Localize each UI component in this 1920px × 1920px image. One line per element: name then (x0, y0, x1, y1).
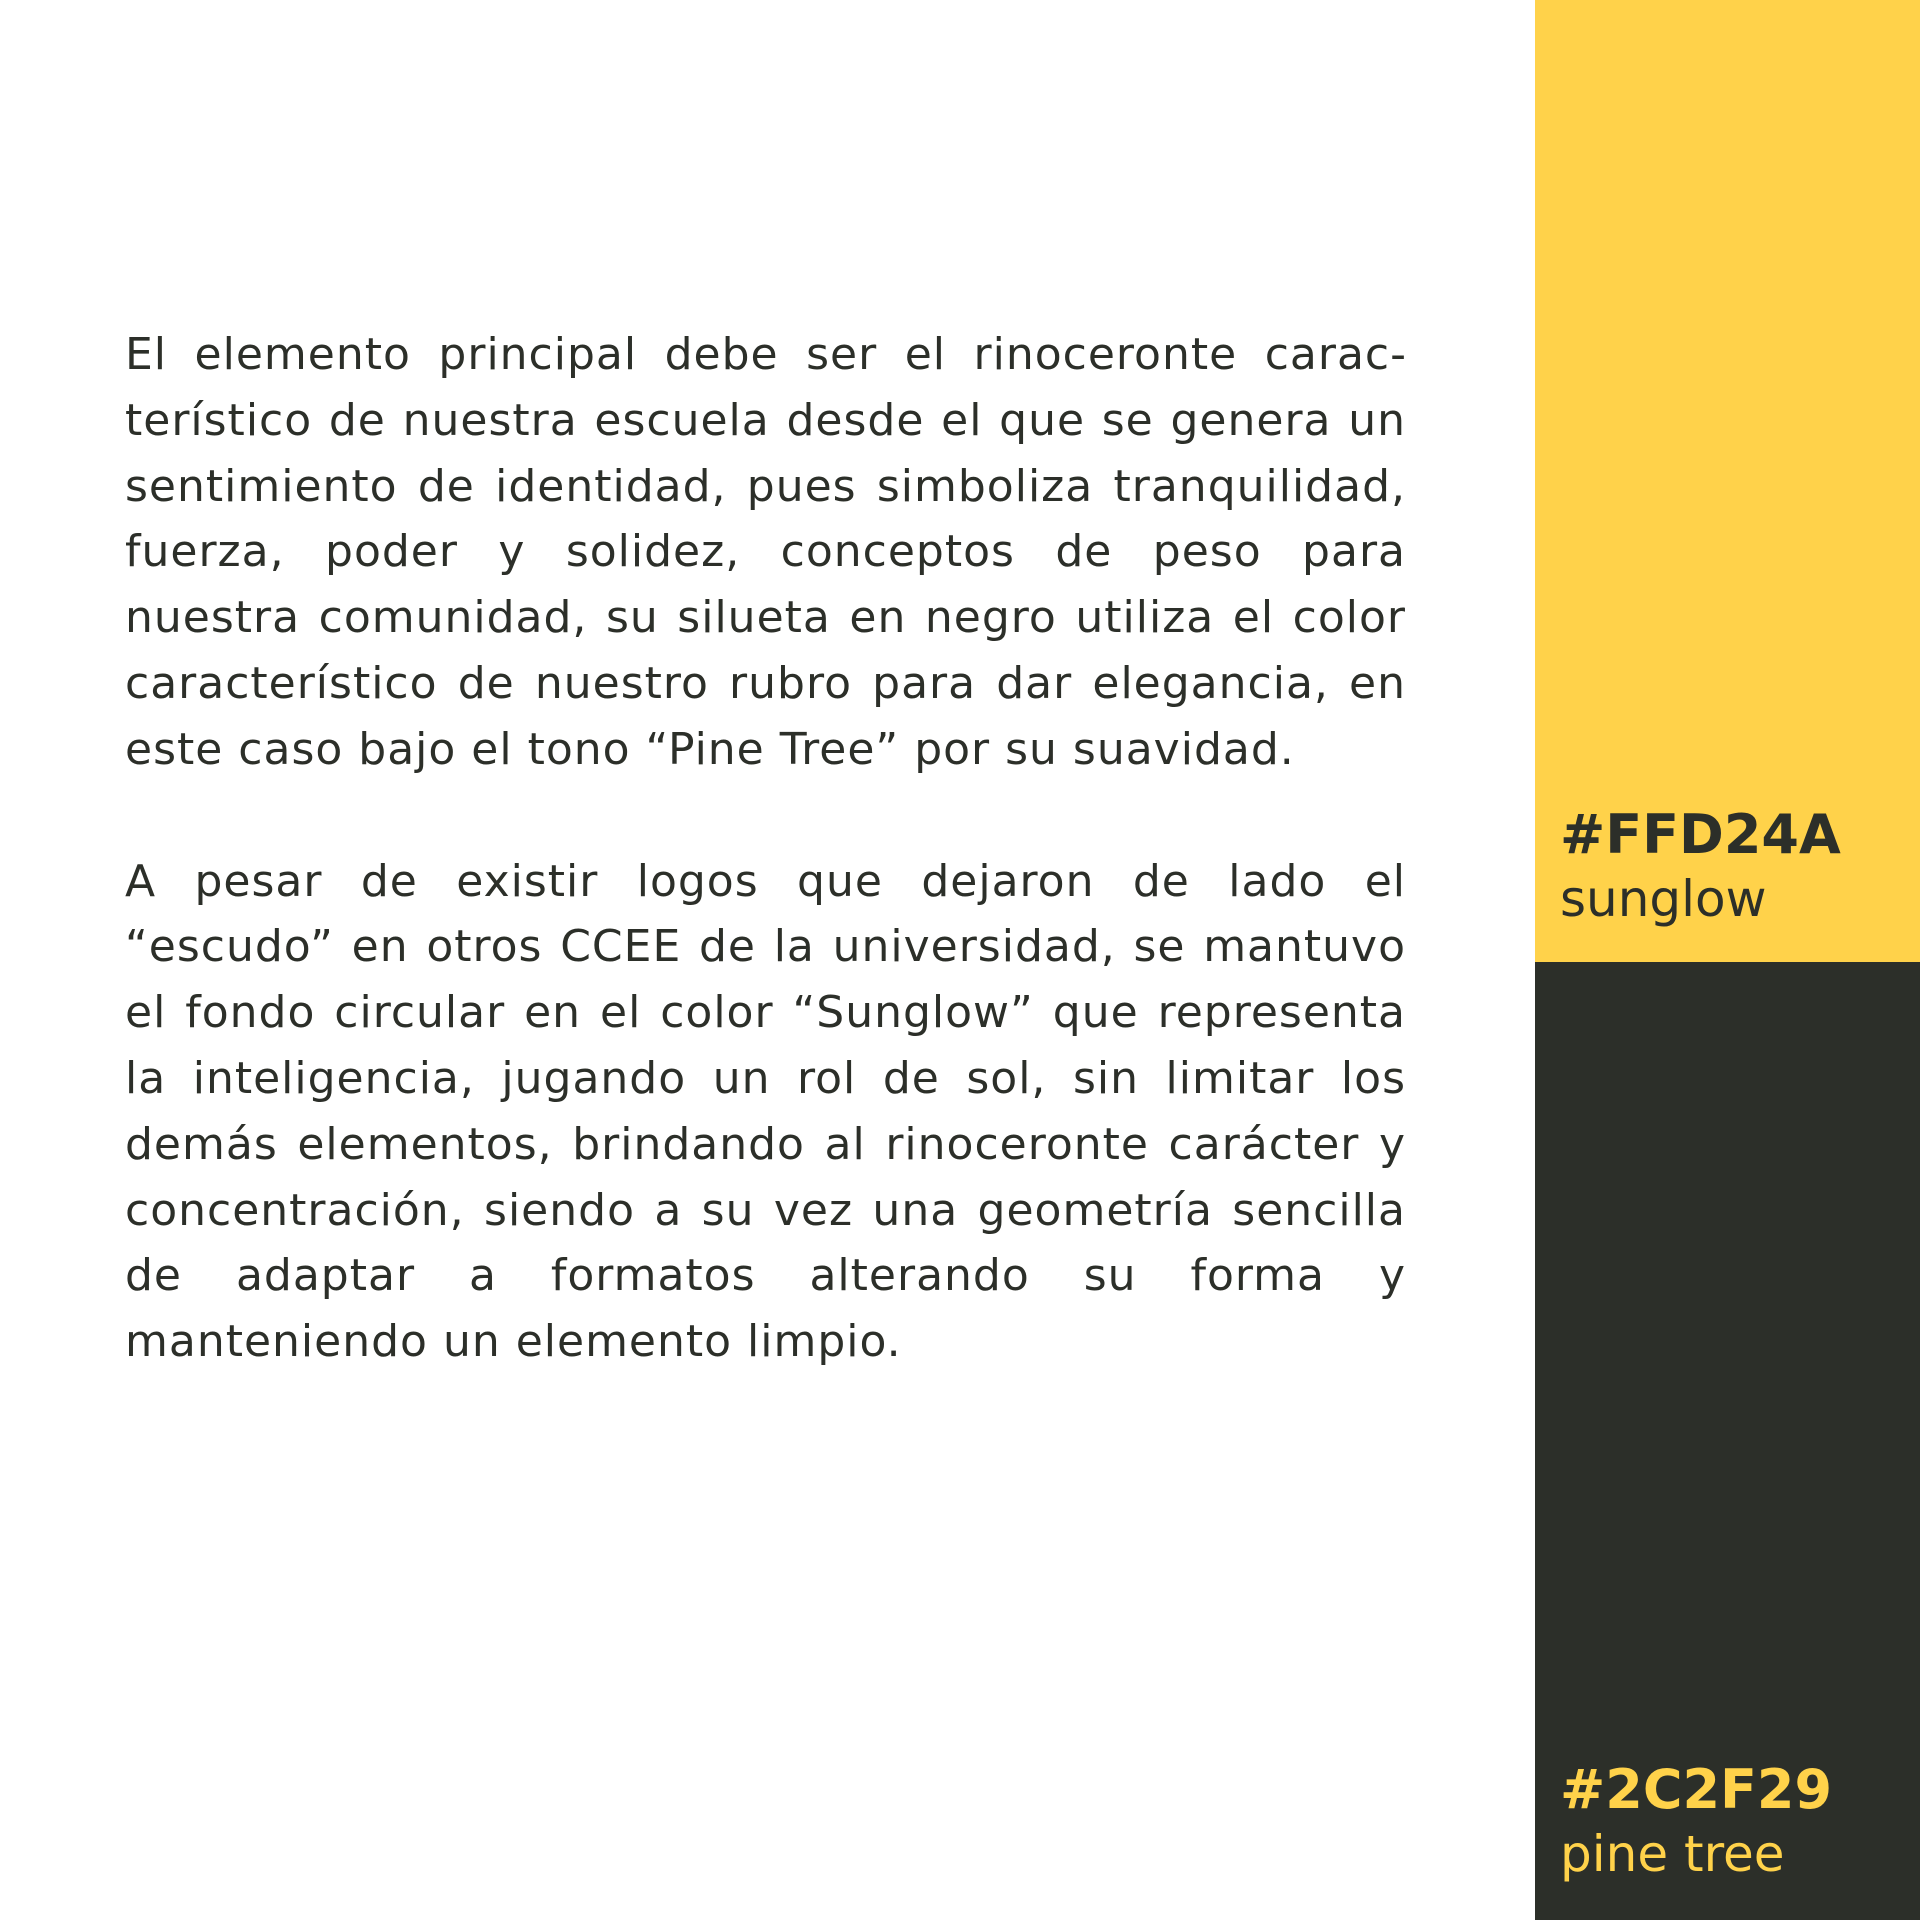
swatch-label-pine-tree (1560, 1758, 1832, 1886)
swatch-hex-code: #2C2F29 (1560, 1758, 1833, 1821)
swatch-hex-code: #FFD24A (1560, 803, 1841, 866)
swatch-label-sunglow (1560, 803, 1841, 931)
color-swatch-sunglow (1535, 0, 1920, 962)
paragraph-circle-background: A pesar de existir logos que dejaron de lado el “escudo” en otros CCEE de la universidad, se mantuvo el fondo circular en el color “Sunglow” que representa la inteligencia, jugando un rol de sol, sin limitar los demás elementos, brindando al rinoceronte carácter y concentración, siendo a su vez una geometría sencilla de adaptar a formatos alterando su forma y manteniendo un elemento limpio. (125, 855, 1406, 1368)
color-swatch-pine-tree (1535, 962, 1920, 1920)
paragraph-rhino: El elemento principal debe ser el rinoceronte característico de nuestra escuela desde el que se genera un sentimiento de identidad, pues simboliza tranquilidad, fuerza, poder y solidez, conceptos de peso para nuestra comunidad, su silueta en negro utiliza el color característico de nuestro rubro para dar elegancia, en este caso bajo el tono “Pine Tree” por su suavidad. (125, 329, 1406, 775)
swatch-color-name: pine tree (1560, 1825, 1785, 1883)
swatch-color-name: sunglow (1560, 870, 1767, 928)
description-text (125, 322, 1406, 1375)
